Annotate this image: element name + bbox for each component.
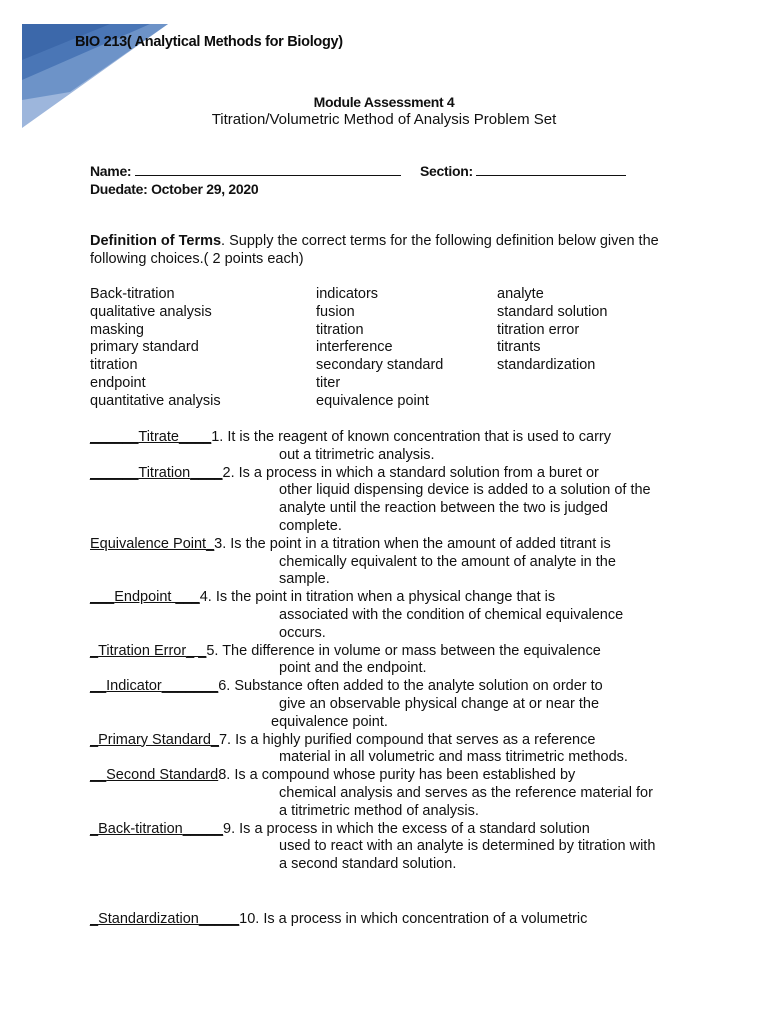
answer-blank[interactable]	[90, 678, 218, 696]
question-text-continued: equivalence point.	[271, 713, 388, 730]
answer-prefix: ______	[90, 429, 139, 445]
question-text-continued: out a titrimetric analysis.	[279, 446, 435, 463]
question-text: The difference in volume or mass between the equivalence	[222, 642, 601, 659]
question-text-continued: other liquid dispensing device is added to a solution of the	[279, 482, 651, 499]
choice-item: endpoint	[90, 374, 146, 391]
question-text-continued: analyte until the reaction between the two is judged	[279, 500, 608, 517]
question-number: 4.	[199, 589, 216, 606]
answer-text: Indicator	[106, 678, 162, 695]
instructions	[90, 232, 680, 268]
choice-item: secondary standard	[316, 357, 444, 374]
name-field[interactable]	[90, 163, 401, 179]
question-number: 6.	[218, 678, 235, 695]
question-number: 7.	[218, 731, 236, 748]
choice-item: equivalence point	[316, 392, 429, 409]
answer-text: Back-titration	[98, 820, 183, 837]
answer-blank[interactable]	[90, 643, 206, 661]
choice-item: titer	[316, 374, 341, 391]
choice-item: titration	[316, 321, 364, 338]
question-number: 1.	[211, 429, 228, 445]
answer-text: Primary Standard	[98, 731, 211, 748]
answer-prefix: _	[90, 731, 99, 748]
question-row	[90, 911, 690, 929]
answer-blank[interactable]	[90, 911, 239, 929]
question-text: Is a compound whose purity has been established by	[234, 767, 576, 784]
question-number: 3.	[214, 535, 231, 552]
question-text: Is a process in which concentration of a volumetric	[263, 911, 588, 927]
answer-suffix: _____	[182, 820, 224, 837]
section-field[interactable]	[420, 163, 626, 179]
answer-prefix: _	[90, 820, 99, 837]
answer-text: Titration Error	[98, 642, 187, 659]
course-title: BIO 213( Analytical Methods for Biology)	[75, 34, 343, 50]
choice-item: titration error	[497, 321, 580, 338]
section-blank[interactable]	[476, 163, 626, 176]
choice-item: standard solution	[497, 303, 608, 320]
answer-prefix: __	[90, 678, 107, 695]
answer-blank[interactable]	[90, 465, 223, 483]
answer-text: Endpoint	[114, 589, 172, 606]
instructions-heading: Definition of Terms	[90, 233, 222, 249]
choices-column-3	[497, 286, 607, 375]
question-text: Is the point in a titration when the amount of added titrant is	[230, 535, 611, 552]
question-text: Is a highly purified compound that serves as a reference	[235, 731, 596, 748]
answer-blank[interactable]	[90, 821, 223, 839]
answer-suffix: _	[206, 535, 215, 552]
choice-item: fusion	[316, 303, 355, 320]
answer-prefix: __	[90, 767, 107, 784]
section-label: Section:	[420, 163, 473, 179]
answer-prefix: ___	[90, 589, 115, 606]
choice-item: masking	[90, 321, 144, 338]
question-row	[90, 429, 690, 447]
choice-item: Back-titration	[90, 286, 175, 302]
question-text: Is the point in titration when a physical change that is	[215, 589, 556, 606]
choice-item: indicators	[316, 286, 379, 302]
question-number: 9.	[223, 820, 240, 837]
question-text-continued: occurs.	[279, 624, 326, 641]
question-row	[90, 732, 690, 750]
answer-text: Titrate	[138, 429, 179, 445]
question-row	[90, 465, 690, 483]
question-text-continued: used to react with an analyte is determined by titration with	[279, 838, 656, 855]
instructions-text: . Supply the correct terms for the following definition below given the following choices.( 2 points each)	[90, 233, 659, 267]
answer-suffix: _____	[198, 911, 240, 927]
choice-item: interference	[316, 339, 393, 356]
answer-text: Equivalence Point	[90, 535, 207, 552]
answer-prefix: _	[90, 911, 99, 927]
question-row	[90, 589, 690, 607]
answer-prefix: _	[90, 642, 99, 659]
question-number: 5.	[206, 642, 223, 659]
module-subtitle: Titration/Volumetric Method of Analysis Problem Set	[211, 111, 557, 128]
answer-suffix: _	[210, 731, 219, 748]
question-row	[90, 821, 690, 839]
question-text-continued: associated with the condition of chemical equivalence	[279, 606, 624, 623]
question-row	[90, 678, 690, 696]
answer-blank[interactable]	[90, 732, 219, 750]
question-text: Is a process in which a standard solution from a buret or	[238, 464, 599, 481]
question-text: It is the reagent of known concentration that is used to carry	[227, 429, 611, 445]
module-title: Module Assessment 4	[313, 94, 455, 110]
answer-prefix: ______	[90, 464, 139, 481]
question-text-continued: chemical analysis and serves as the reference material for	[279, 784, 653, 801]
choice-item: quantitative analysis	[90, 392, 221, 409]
choice-item: titrants	[497, 339, 541, 356]
choice-item: standardization	[497, 357, 596, 374]
choice-item: primary standard	[90, 339, 199, 356]
question-row	[90, 643, 690, 661]
question-text-continued: a second standard solution.	[279, 856, 457, 873]
name-blank[interactable]	[135, 163, 401, 176]
question-row	[90, 767, 690, 785]
question-text-continued: give an observable physical change at or near the	[279, 695, 600, 712]
choice-item: qualitative analysis	[90, 303, 212, 320]
question-text-continued: complete.	[279, 517, 342, 534]
answer-blank[interactable]	[90, 589, 200, 607]
answer-text: Standardization	[98, 911, 199, 927]
question-number: 8.	[218, 767, 235, 784]
due-date: Duedate: October 29, 2020	[90, 181, 259, 197]
answer-blank[interactable]	[90, 536, 214, 554]
answer-suffix: ____	[178, 429, 212, 445]
answer-text: Second Standard	[106, 767, 219, 784]
answer-suffix: ___	[171, 589, 200, 606]
choices-column-2	[316, 286, 443, 411]
answer-blank[interactable]	[90, 429, 211, 447]
answer-suffix: _______	[161, 678, 219, 695]
choice-item: titration	[90, 357, 138, 374]
questions-list-continued	[90, 911, 690, 929]
question-text-continued: chemically equivalent to the amount of analyte in the	[279, 553, 616, 570]
question-text-continued: material in all volumetric and mass titrimetric methods.	[279, 749, 628, 766]
answer-suffix: ____	[190, 464, 223, 481]
question-text: Is a process in which the excess of a standard solution	[239, 820, 590, 837]
question-text-continued: point and the endpoint.	[279, 660, 427, 677]
choice-item: analyte	[497, 286, 544, 302]
answer-suffix: _ _	[186, 642, 207, 659]
question-text: Substance often added to the analyte solution on order to	[234, 678, 603, 695]
question-text-continued: sample.	[279, 571, 330, 588]
question-number: 2.	[222, 464, 239, 481]
choices-column-1	[90, 286, 221, 411]
question-number: 10.	[239, 911, 264, 927]
name-label: Name:	[90, 163, 132, 179]
question-text-continued: a titrimetric method of analysis.	[279, 802, 479, 819]
question-row	[90, 536, 690, 554]
questions-list	[90, 429, 690, 874]
answer-blank[interactable]	[90, 767, 218, 785]
answer-text: Titration	[138, 464, 191, 481]
